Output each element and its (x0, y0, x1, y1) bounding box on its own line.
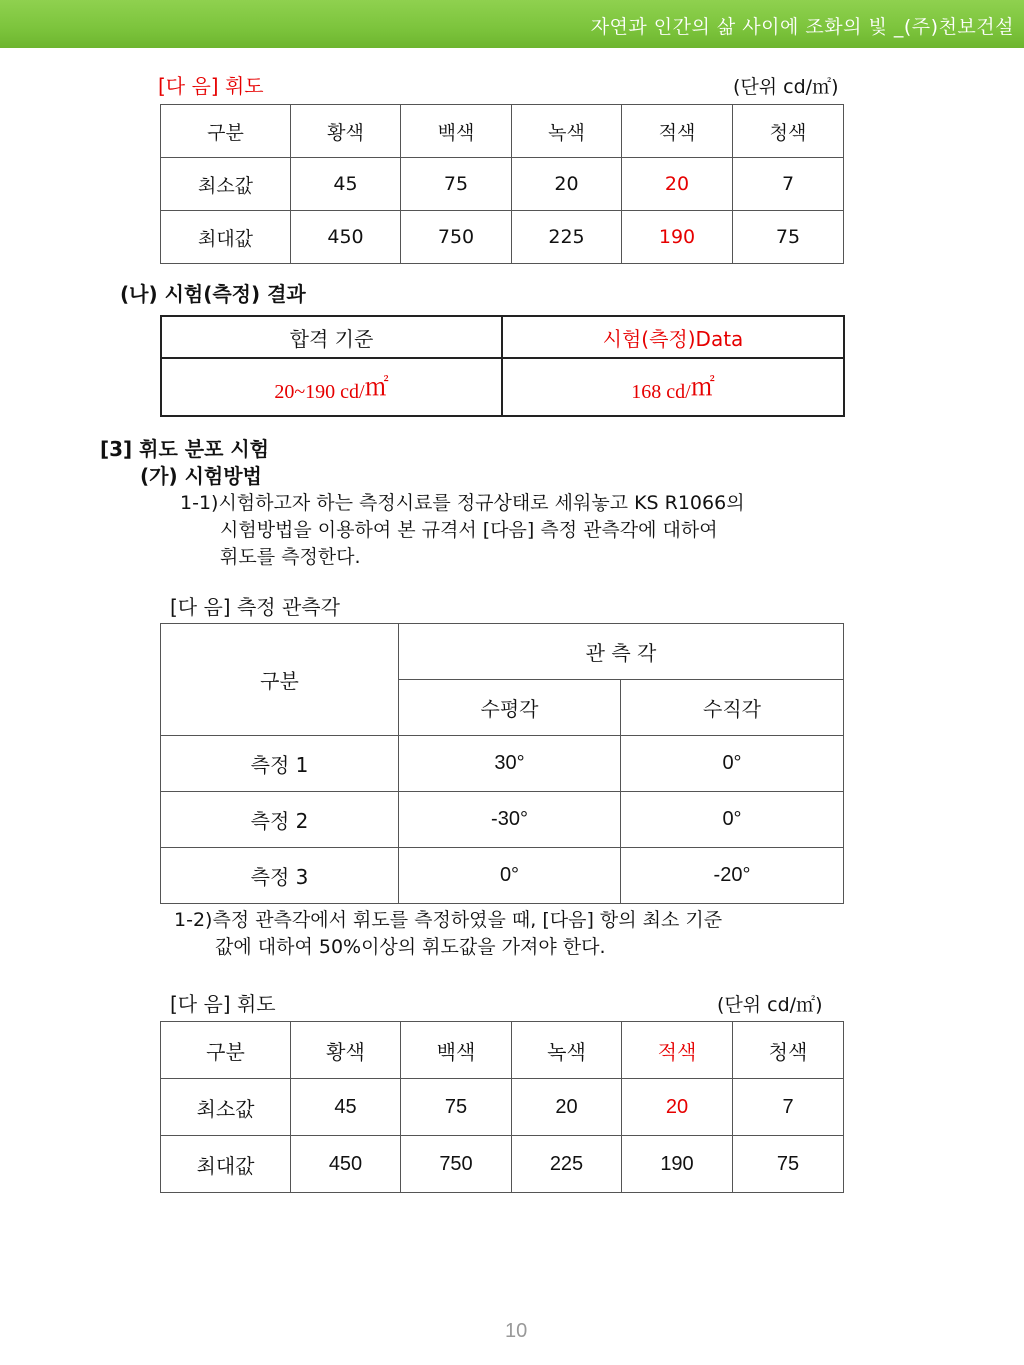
luminance-table-1 (160, 104, 844, 264)
table-cell: -20° (621, 848, 844, 904)
measured-unit: ㎡ (690, 374, 715, 401)
paragraph-line: 시험방법을 이용하여 본 규격서 [다음] 측정 관측각에 대하여 (220, 519, 718, 541)
table-cell: 750 (401, 1136, 512, 1193)
criterion-header: 합격 기준 (161, 316, 502, 358)
table-header-cell: 녹색 (512, 105, 622, 158)
measured-header: 시험(측정)Data (502, 316, 844, 358)
paragraph-line: 휘도를 측정한다. (220, 546, 361, 568)
table-row (161, 1136, 844, 1193)
table-header-cell: 관 측 각 (399, 624, 844, 680)
section3-sub-ga: (가) 시험방법 (140, 464, 262, 488)
header-banner (0, 0, 1024, 48)
table-row (161, 792, 844, 848)
table-header-cell: 녹색 (512, 1022, 622, 1079)
table-header-row (161, 624, 844, 680)
banner-title: 자연과 인간의 삶 사이에 조화의 빛 _(주)천보건설 (590, 16, 1014, 38)
table-header-cell: 구분 (161, 624, 399, 736)
result-value-row (161, 358, 844, 416)
table-cell: 0° (399, 848, 621, 904)
table1-caption: [다 음] 휘도 (158, 74, 264, 98)
table-cell: 최대값 (161, 1136, 291, 1193)
paragraph-line: 값에 대하여 50%이상의 휘도값을 가져야 한다. (215, 936, 606, 958)
table-cell: 0° (621, 736, 844, 792)
table-header-cell: 적색 (622, 1022, 733, 1079)
result-table (160, 315, 845, 417)
table-cell: 최소값 (161, 1079, 291, 1136)
result-header-row (161, 316, 844, 358)
table-header-cell: 청색 (733, 1022, 844, 1079)
table-cell: 0° (621, 792, 844, 848)
table-cell: 190 (622, 1136, 733, 1193)
table-header-cell: 백색 (401, 1022, 512, 1079)
table-cell: 20 (622, 1079, 733, 1136)
table-header-cell: 수직각 (621, 680, 844, 736)
table-cell: 450 (291, 211, 401, 264)
table-cell: 75 (733, 211, 844, 264)
table-cell: 225 (512, 211, 622, 264)
table-header-cell: 청색 (733, 105, 844, 158)
table-cell: 45 (291, 158, 401, 211)
table-cell: 7 (733, 158, 844, 211)
page-number: 10 (505, 1320, 528, 1342)
section-na-title: (나) 시험(측정) 결과 (120, 282, 306, 306)
angle-table-caption: [다 음] 측정 관측각 (170, 595, 340, 619)
table-cell: 30° (399, 736, 621, 792)
table-header-row (161, 1022, 844, 1079)
observation-angle-table (160, 623, 844, 904)
paragraph-line: 1-1)시험하고자 하는 측정시료를 정규상태로 세워놓고 KS R1066의 (180, 492, 745, 514)
table2-caption: [다 음] 휘도 (170, 992, 276, 1016)
table-header-cell: 수평각 (399, 680, 621, 736)
table-cell: 측정 2 (161, 792, 399, 848)
table-cell: 450 (291, 1136, 401, 1193)
table-cell: 최대값 (161, 211, 291, 264)
table-cell: 20 (512, 1079, 622, 1136)
table-header-cell: 황색 (291, 1022, 401, 1079)
table-cell: 최소값 (161, 158, 291, 211)
table-header-cell: 구분 (161, 105, 291, 158)
table1-unit: (단위 cd/㎡) (733, 76, 839, 98)
table-header-cell: 적색 (622, 105, 733, 158)
table-cell: 20 (622, 158, 733, 211)
table-cell: 20 (512, 158, 622, 211)
table-row (161, 158, 844, 211)
table-cell: 75 (401, 158, 512, 211)
table2-unit: (단위 cd/㎡) (717, 994, 823, 1016)
table-row (161, 211, 844, 264)
table-header-cell: 백색 (401, 105, 512, 158)
table-cell: 75 (401, 1079, 512, 1136)
criterion-cell (161, 358, 502, 416)
table-row (161, 1079, 844, 1136)
table-header-cell: 구분 (161, 1022, 291, 1079)
section3-title: [3] 휘도 분포 시험 (100, 437, 270, 461)
table-row (161, 848, 844, 904)
table-cell: 75 (733, 1136, 844, 1193)
criterion-value: 20~190 cd/ (274, 380, 365, 403)
criterion-unit: ㎡ (364, 374, 389, 401)
table-cell: 225 (512, 1136, 622, 1193)
table-cell: -30° (399, 792, 621, 848)
table-cell: 45 (291, 1079, 401, 1136)
paragraph-line: 1-2)측정 관측각에서 휘도를 측정하였을 때, [다음] 항의 최소 기준 (174, 909, 723, 931)
measured-cell (502, 358, 844, 416)
table-row (161, 736, 844, 792)
table-cell: 190 (622, 211, 733, 264)
luminance-table-2 (160, 1021, 844, 1193)
table-cell: 750 (401, 211, 512, 264)
table-header-row (161, 105, 844, 158)
table-cell: 측정 3 (161, 848, 399, 904)
measured-value: 168 cd/ (631, 380, 691, 403)
table-cell: 측정 1 (161, 736, 399, 792)
table-header-cell: 황색 (291, 105, 401, 158)
table-cell: 7 (733, 1079, 844, 1136)
